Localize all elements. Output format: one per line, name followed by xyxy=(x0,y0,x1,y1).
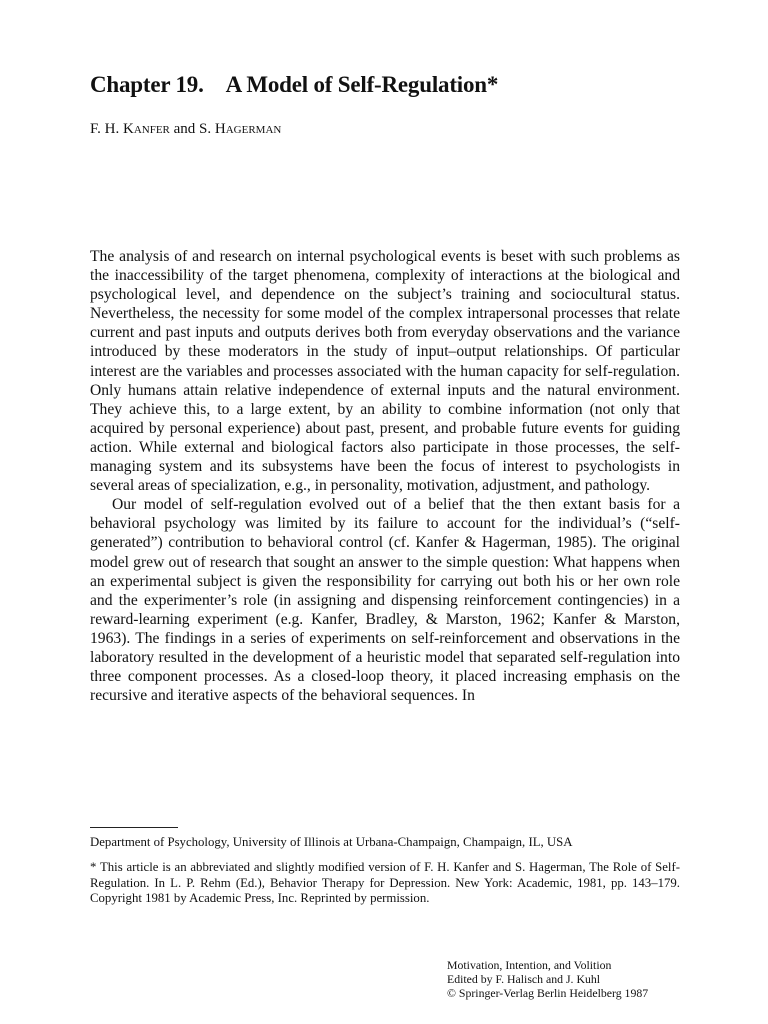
imprint-editors: Edited by F. Halisch and J. Kuhl xyxy=(447,972,601,986)
footnote-divider xyxy=(90,827,178,828)
body-text xyxy=(90,247,680,705)
affiliation-footnote: Department of Psychology, University of Illinois at Urbana-Champaign, Champaign, IL, USA xyxy=(90,835,573,849)
author-1-surname: anfer xyxy=(133,121,170,137)
chapter-title xyxy=(90,72,498,98)
author-line xyxy=(90,121,281,138)
imprint-book-title: Motivation, Intention, and Volition xyxy=(447,958,612,972)
body-paragraph-1: The analysis of and research on internal psychological events is beset with such problems as the inaccessibility of the target phenomena, complexity of interactions at the biological and psychological level, and dependence on the subject’s training and sociocultural status. Nevertheless, the necessity for some model of the complex intrapersonal processes that relate current and past inputs and outputs derives both from everyday observations and the variance introduced by these moderators in the study of input–output relationships. Of particular interest are the variables and processes associated with the human capacity for self-regulation. Only humans attain relative independence of external inputs and the natural environment. They achieve this, to a large extent, by an ability to combine information (not only that acquired by personal experience) about past, present, and probable future events for guiding action. While external and biological factors also participate in those processes, the self-managing system and its subsystems have been the focus of interest to psychologists in several areas of specialization, e.g., in personality, motivation, adjustment, and pathology. xyxy=(90,248,680,495)
footnotes xyxy=(90,835,680,907)
title-footnote-mark: * xyxy=(486,72,499,97)
source-footnote: * This article is an abbreviated and slightly modified version of F. H. Kanfer and S. Hagerman, The Role of Self-Regulation. In L. P. Rehm (Ed.), Behavior Therapy for Depression. New York: Academic, 1981, pp. 143–179. Copyright 1981 by Academic Press, Inc. Reprinted by permission. xyxy=(90,860,680,906)
author-2-initials: S. H xyxy=(199,121,226,137)
paper-page xyxy=(90,0,680,1024)
imprint-copyright: © Springer-Verlag Berlin Heidelberg 1987 xyxy=(447,986,649,1000)
author-conjunction: and xyxy=(169,121,200,137)
author-2 xyxy=(199,121,281,137)
publisher-imprint xyxy=(447,958,687,1000)
author-2-surname: agerman xyxy=(225,121,282,137)
author-1-initials: F. H. K xyxy=(90,121,134,137)
chapter-title-text: A Model of Self-Regulation xyxy=(225,72,487,97)
chapter-number: Chapter 19. xyxy=(90,72,204,97)
body-paragraph-2: Our model of self-regulation evolved out of a belief that the then extant basis for a behavioral psychology was limited by its failure to account for the individual’s (“self-generated”) contribution to behavioral control (cf. Kanfer & Hagerman, 1985). The original model grew out of research that sought an answer to the simple question: What happens when an experimental subject is given the responsibility for carrying out both his or her own role and the experimenter’s role (in assigning and dispensing reinforcement contingencies) in a reward-learning experiment (e.g. Kanfer, Bradley, & Marston, 1962; Kanfer & Marston, 1963). The findings in a series of experiments on self-reinforcement and observations in the laboratory resulted in the development of a heuristic model that separated self-regulation into three component processes. As a closed-loop theory, it placed increasing emphasis on the recursive and iterative aspects of the behavioral sequences. In xyxy=(90,496,680,705)
author-1 xyxy=(90,121,170,137)
